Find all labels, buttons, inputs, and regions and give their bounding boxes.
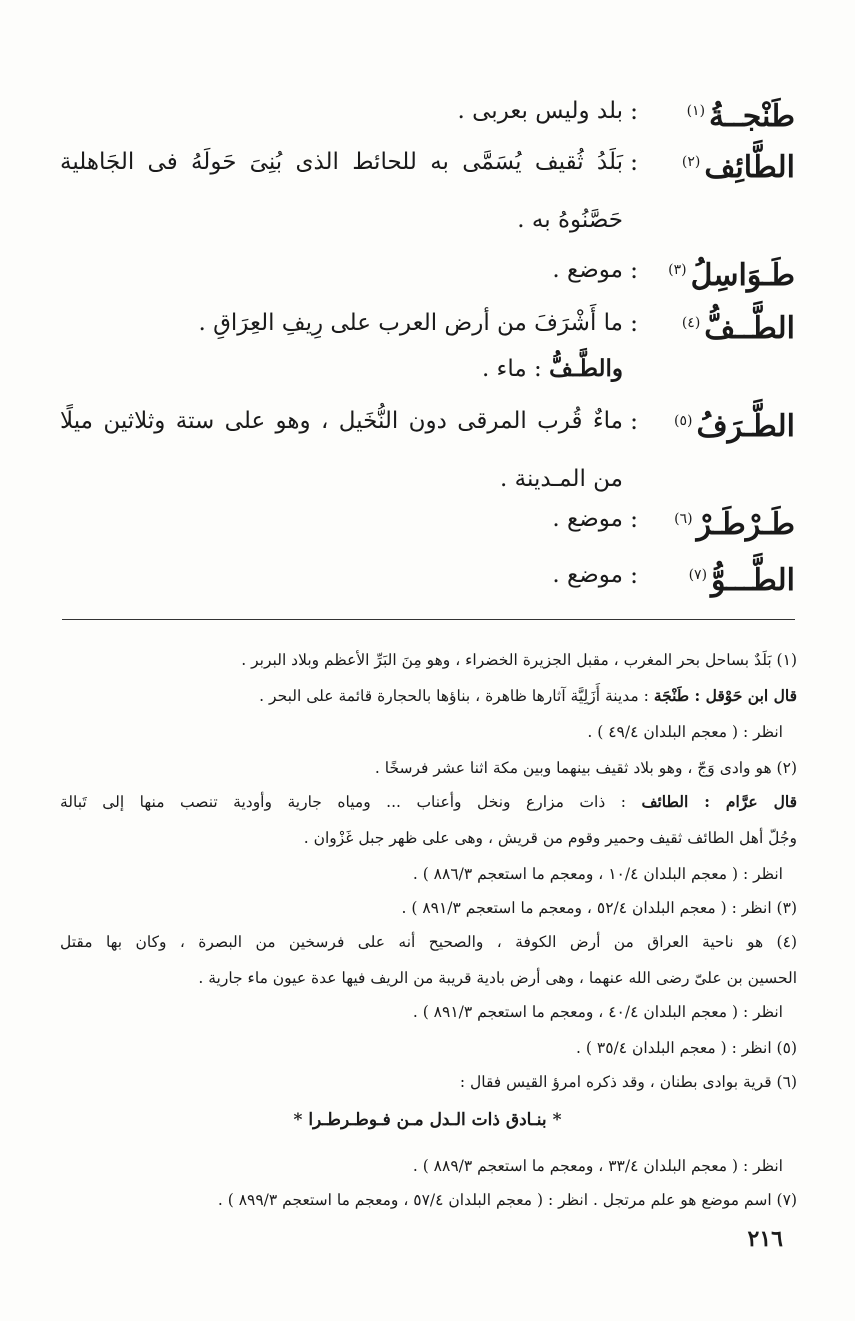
footnote-line: انظر : ( معجم البلدان ٤٠/٤ ، ومعجم ما استعجم ٨٩١/٣ ) . bbox=[412, 1003, 783, 1021]
entry-headword: الطَّـــوُّ$^{(٧)}$ bbox=[688, 563, 795, 598]
footnote-line: (٧) اسم موضع هو علم مرتجل . انظر : ( معجم البلدان ٥٧/٤ ، ومعجم ما استعجم ٨٩٩/٣ ) . bbox=[217, 1191, 797, 1209]
footnote-line: انظر : ( معجم البلدان ٣٣/٤ ، ومعجم ما استعجم ٨٨٩/٣ ) . bbox=[412, 1157, 783, 1175]
entry-headword: طَنْجــةُ$^{(١)}$ bbox=[686, 99, 795, 134]
footnote-ref: (٣) bbox=[668, 262, 687, 278]
entry-headword: طَـرْطَـرْ$^{(٦)}$ bbox=[674, 507, 795, 542]
entry-definition: بَلَدُ ثُقيف يُسَمَّى به للحائط الذى بُنِىَ حَولَهُ فى الجَاهلية حَصَّنُوهُ به . bbox=[60, 149, 623, 233]
colon: : bbox=[629, 561, 639, 589]
page-number: ٢١٦ bbox=[747, 1226, 783, 1252]
colon: : bbox=[629, 309, 639, 337]
entry-taif bbox=[60, 133, 795, 249]
footnote-line: (٣) انظر : ( معجم البلدان ٥٢/٤ ، ومعجم ما استعجم ٨٩١/٣ ) . bbox=[401, 899, 797, 917]
colon: : bbox=[629, 505, 639, 533]
footnote-ref: (٤) bbox=[681, 315, 701, 331]
entry-definition: ما أَشْرَفَ من أرض العرب على رِيفِ العِرَاقِ . bbox=[198, 310, 623, 336]
footnote-ref: (١) bbox=[686, 103, 706, 119]
footnote-line: قال عرَّام : الطائف : ذات مزارع ونخل وأعناب ... ومياه جارية وأودية تنصب منها إلى تَبالة bbox=[60, 792, 797, 811]
entry-headword: الطَّـرَفُ$^{(٥)}$ bbox=[674, 409, 795, 444]
footnote-line: الحسين بن علىّ رضى الله عنهما ، وهى أرض بادية قريبة من الريف فيها عدة عيون ماء جارية . bbox=[198, 969, 797, 987]
entry-tartar bbox=[60, 490, 795, 554]
footnote-line: قال ابن حَوْقل : طَنْجَة : مدينة أَزَلِيَّة آثارها ظاهرة ، بناؤها بالحجارة قائمة على البحر . bbox=[259, 686, 797, 705]
entry-headword: الطَّــفُّ$^{(٤)}$ bbox=[681, 311, 795, 346]
colon: : bbox=[629, 148, 639, 176]
footnote-line: (٦) قرية بوادى بطنان ، وقد ذكره امرؤ القيس فقال : bbox=[459, 1073, 797, 1091]
footnote-ref: (٥) bbox=[674, 413, 693, 429]
entry-definition: بلد وليس بعربى . bbox=[457, 98, 623, 124]
entry-definition: موضع . bbox=[552, 506, 623, 532]
colon: : bbox=[629, 407, 639, 435]
entry-definition: ماءٌ قُرب المرقى دون النُّخَيل ، وهو على ستة وثلاثين ميلًا من المـدينة . bbox=[60, 408, 623, 492]
footnote-divider bbox=[62, 619, 795, 620]
footnote-line: انظر : ( معجم البلدان ١٠/٤ ، ومعجم ما استعجم ٨٨٦/٣ ) . bbox=[412, 865, 783, 883]
entry-taff-sub: والطَّـفُّ : ماء . bbox=[481, 355, 623, 382]
entry-taff bbox=[60, 294, 795, 358]
footnote-line: (٢) هو وادى وَجّ ، وهو بلاد ثقيف بينهما وبين مكة اثنا عشر فرسخًا . bbox=[374, 759, 797, 777]
entry-taw bbox=[60, 546, 795, 610]
footnote-ref: (٧) bbox=[688, 567, 708, 583]
entry-headword: طَـوَاسِلُ$^{(٣)}$ bbox=[668, 258, 795, 293]
footnote-ref: (٢) bbox=[681, 154, 701, 170]
footnote-line: وجُلّ أهل الطائف ثقيف وحمير وقوم من قريش ، وهى على ظهر جبل غَزْوان . bbox=[303, 829, 797, 847]
entry-headword: الطَّائِف$^{(٢)}$ bbox=[681, 150, 795, 185]
footnote-line: (٥) انظر : ( معجم البلدان ٣٥/٤ ) . bbox=[576, 1039, 797, 1057]
footnote-ref: (٦) bbox=[674, 511, 693, 527]
entry-definition: موضع . bbox=[552, 257, 623, 283]
footnote-line: (٤) هو ناحية العراق من أرض الكوفة ، والصحيح أنه على فرسخين من البصرة ، وكان بها مقتل bbox=[60, 933, 797, 951]
footnote-line: انظر : ( معجم البلدان ٤٩/٤ ) . bbox=[587, 723, 783, 741]
colon: : bbox=[629, 97, 639, 125]
footnote-line: (١) بَلَدٌ بساحل بحر المغرب ، مقبل الجزيرة الخضراء ، وهو مِنَ البَرِّ الأعظم وبلاد البربر . bbox=[241, 651, 797, 669]
colon: : bbox=[629, 256, 639, 284]
entry-definition: موضع . bbox=[552, 562, 623, 588]
verse-line: * بنـادق ذات الـدل مـن فـوطـرطـرا * bbox=[293, 1110, 562, 1130]
